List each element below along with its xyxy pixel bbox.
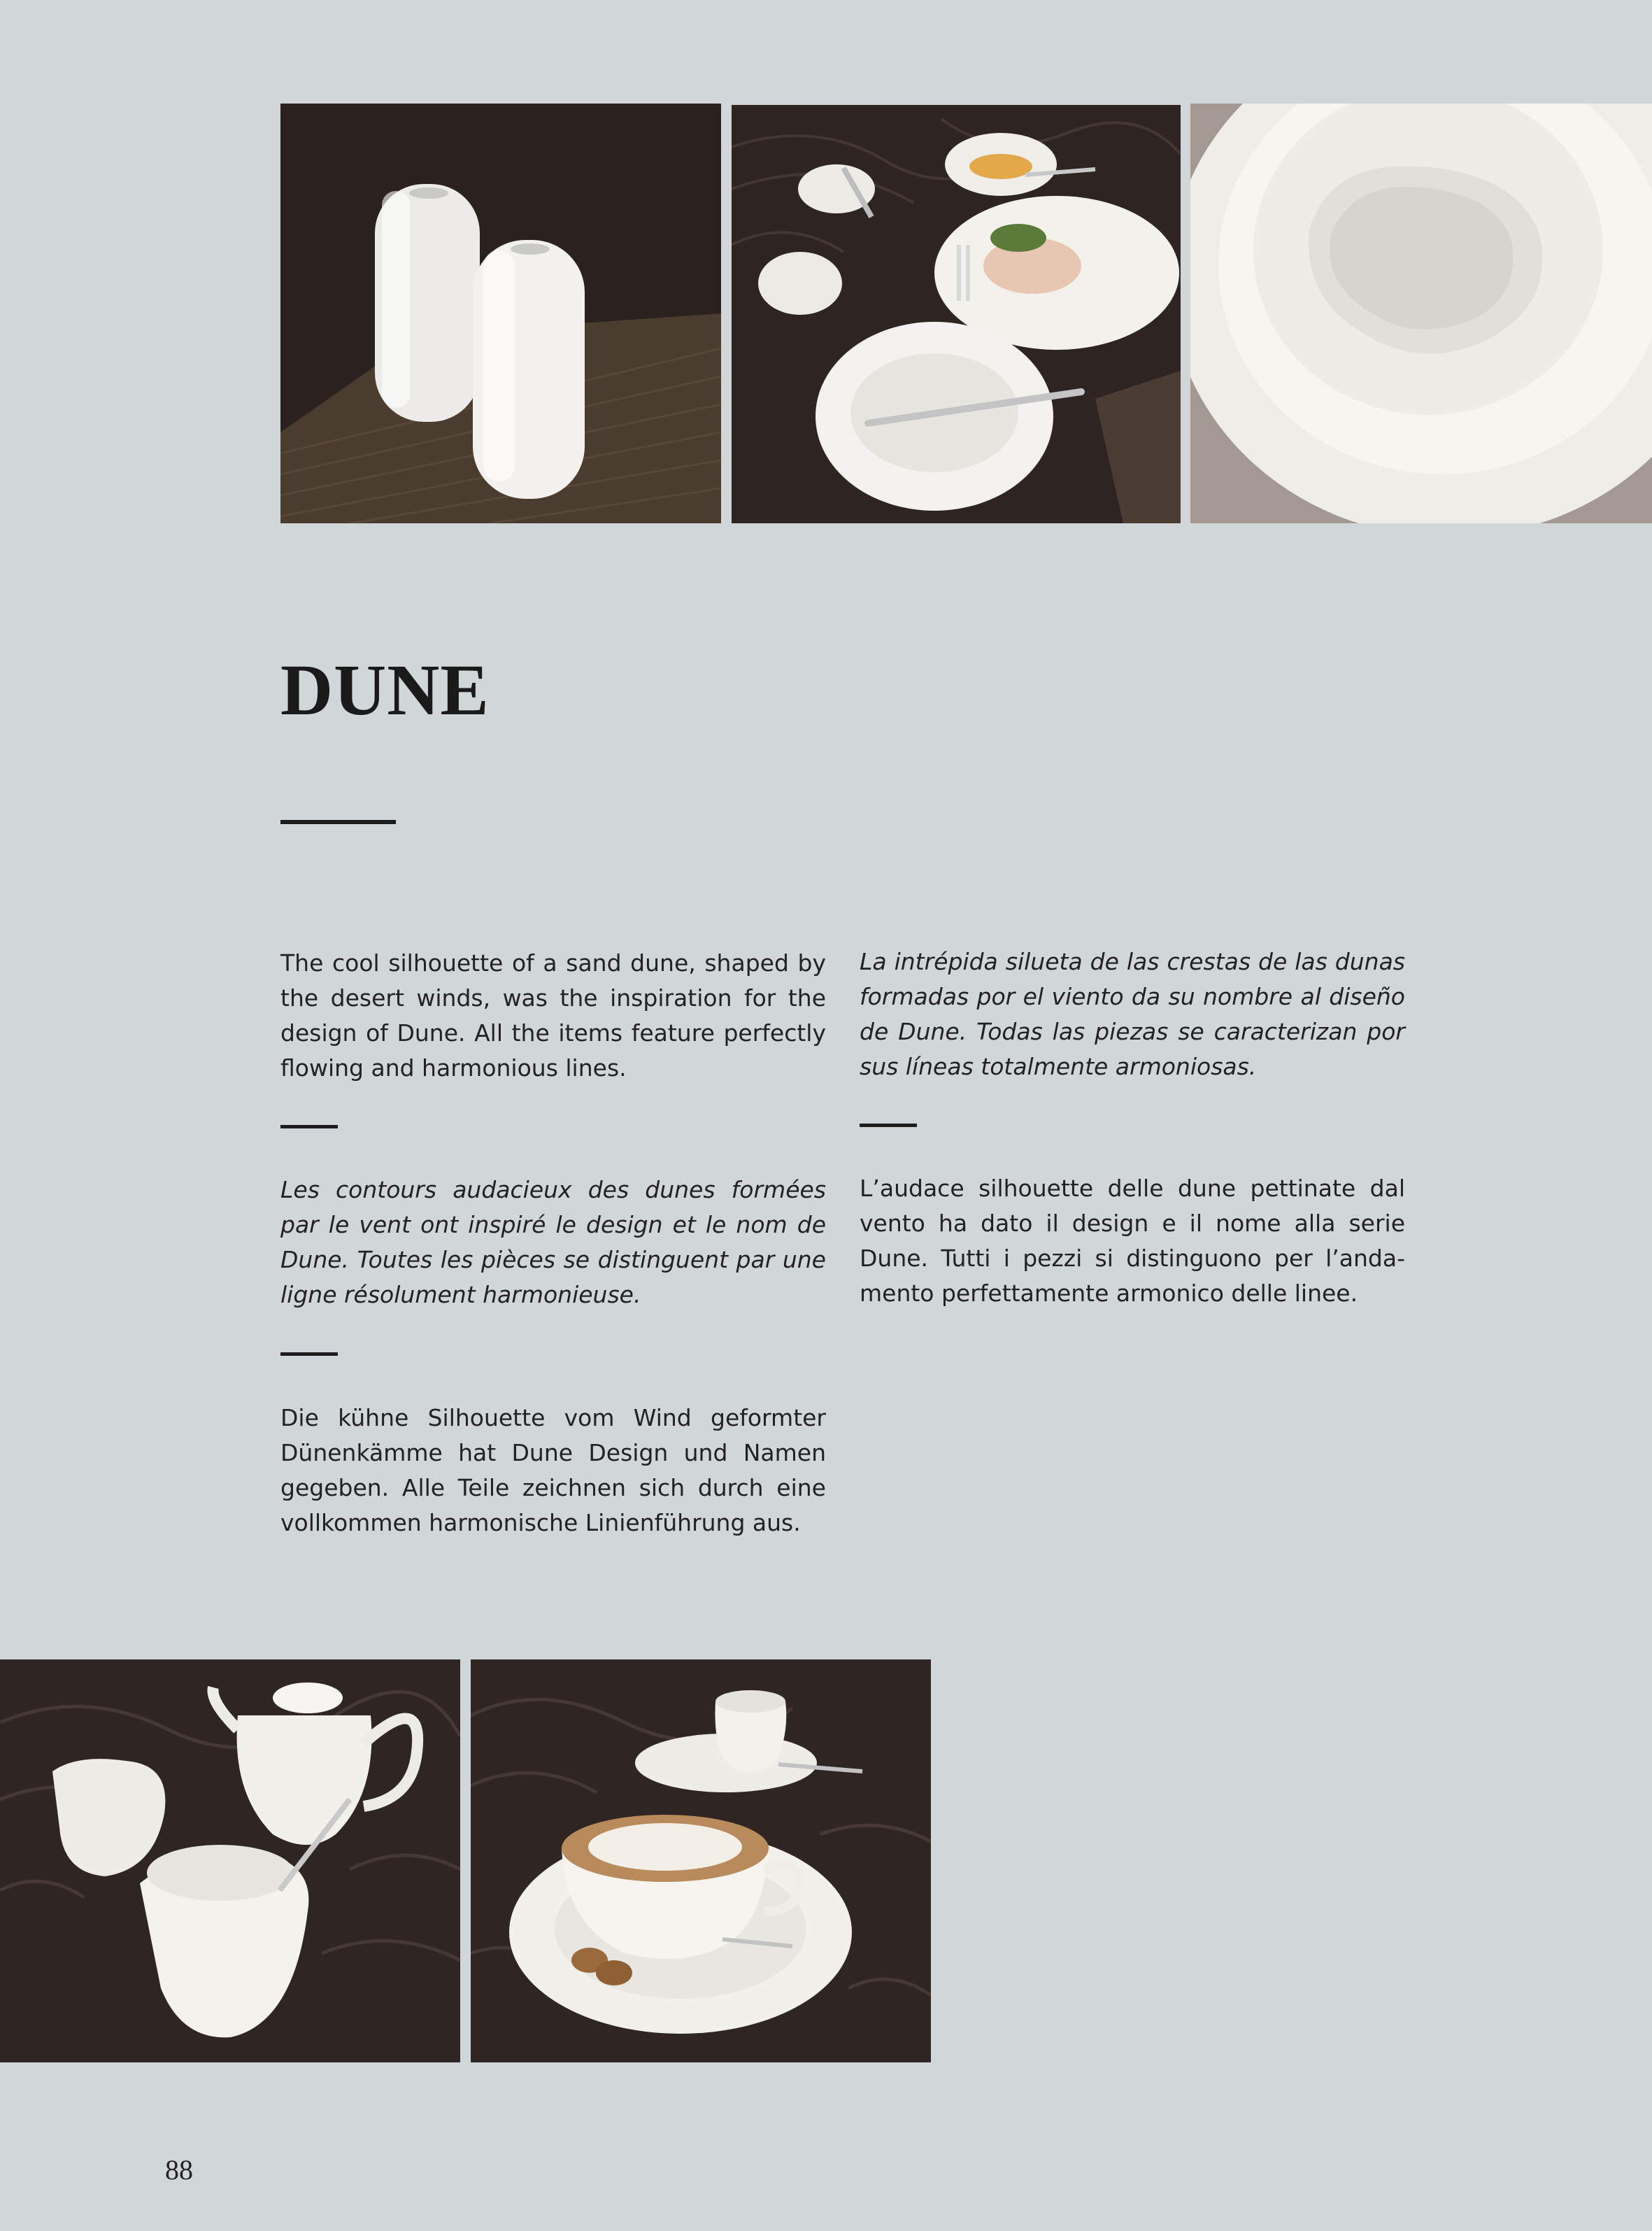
paragraph-italian: L’audace silhouette delle dune pettinate dal vento ha dato il design e il nome alla serie Dune. Tutti i pezzi si distinguono per l’andamento perfettamente armonico delle linee. xyxy=(860,1175,1405,1307)
photo-cups-saucers xyxy=(471,1659,931,2062)
paragraph-english: The cool silhouette of a sand dune, shaped by the desert winds, was the inspiration for the design of Dune. All the items feature perfectly flowing and harmonious lines. xyxy=(280,949,826,1082)
paragraph-french: Les contours audacieux des dunes formées par le vent ont inspiré le design et le nom de Dune. Toutes les pièces se distinguent par une ligne résolument harmonieuse. xyxy=(280,1176,826,1308)
photo-white-plates xyxy=(1190,104,1652,523)
page-title: DUNE xyxy=(280,650,490,730)
divider-before-french xyxy=(280,1125,338,1128)
divider-before-german xyxy=(280,1352,338,1356)
photo-tea-service xyxy=(0,1659,460,2062)
photo-table-setting xyxy=(732,105,1181,523)
paragraph-spanish: La intrépida silueta de las crestas de las dunas formadas por el viento da su nombre al diseño de Dune. Todas las piezas se caracterizan por sus líneas totalmente armoniosas. xyxy=(860,948,1405,1080)
page-number: 88 xyxy=(165,2154,193,2186)
photo-salt-pepper-shakers xyxy=(280,104,721,523)
paragraph-german: Die kühne Silhouette vom Wind geformter Dünenkämme hat Dune Design und Namen gegeben. Alle Teile zeichnen sich durch eine vollkommen harmonische Linienführung aus. xyxy=(280,1404,826,1536)
title-divider xyxy=(280,820,396,824)
divider-before-italian xyxy=(860,1124,917,1127)
